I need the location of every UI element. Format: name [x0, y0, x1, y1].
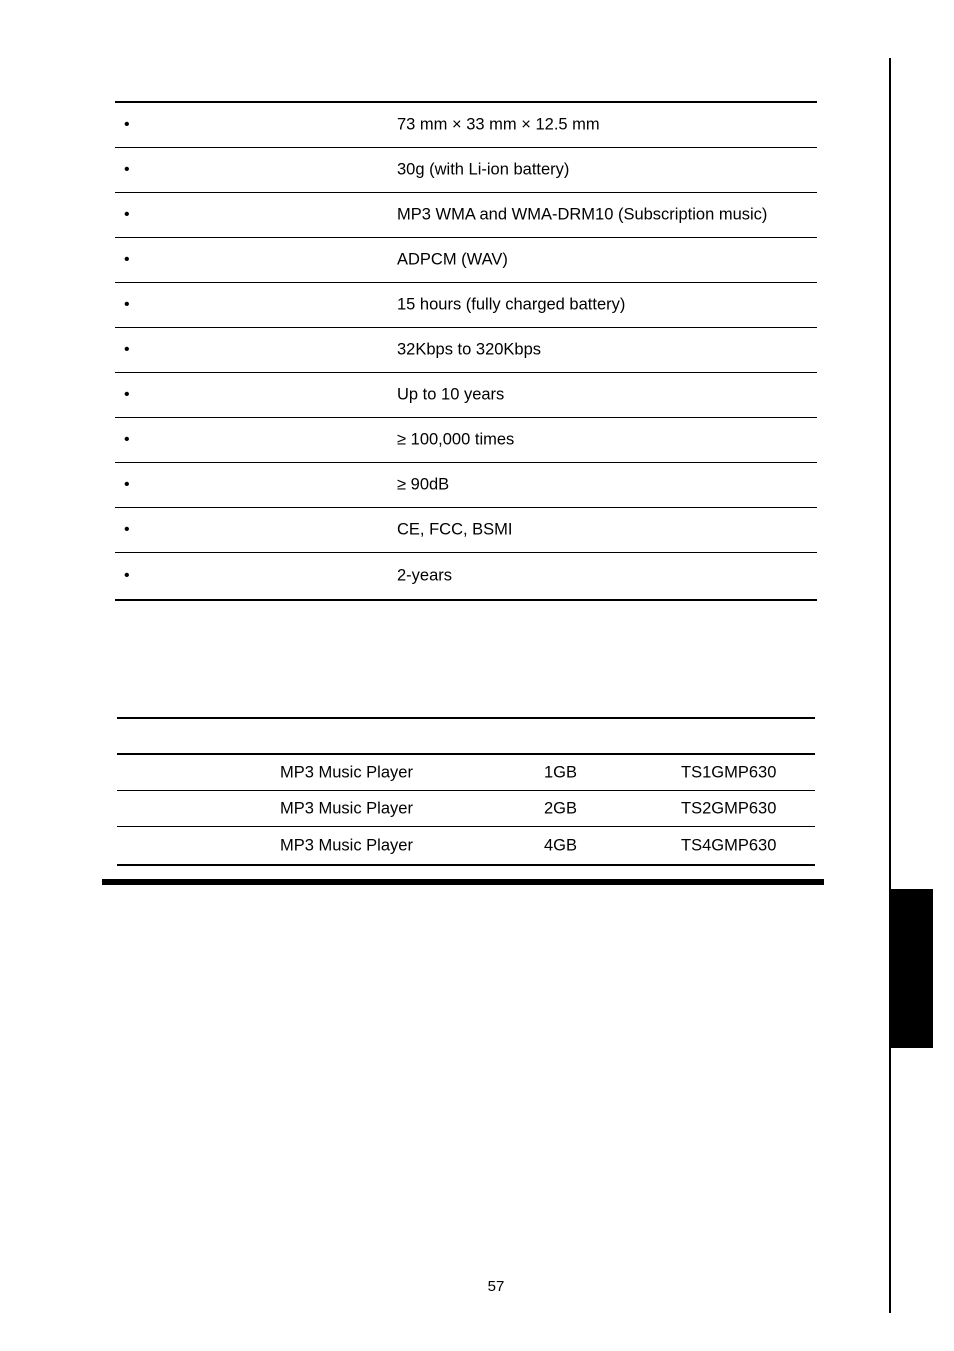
spec-value: ≥ 90dB — [397, 475, 450, 494]
spec-row — [115, 328, 817, 373]
spec-value: 2-years — [397, 566, 453, 585]
ordering-header-row — [117, 719, 815, 755]
description-cell: MP3 Music Player — [280, 763, 413, 781]
spec-row — [115, 238, 817, 283]
bullet-icon: • — [124, 206, 130, 223]
spec-row — [115, 283, 817, 328]
page-number: 57 — [487, 1278, 505, 1295]
bullet-icon: • — [124, 567, 130, 584]
description-cell: MP3 Music Player — [280, 836, 413, 854]
part-number-cell: TS1GMP630 — [681, 763, 777, 781]
spec-value: 32Kbps to 320Kbps — [397, 340, 542, 359]
spec-value: MP3 WMA and WMA-DRM10 (Subscription music) — [397, 205, 768, 224]
capacity-cell: 1GB — [544, 763, 578, 781]
bullet-icon: • — [124, 386, 130, 403]
spec-row — [115, 508, 817, 553]
capacity-cell: 4GB — [544, 836, 578, 854]
table-row — [117, 791, 815, 827]
spec-row — [115, 148, 817, 193]
spec-row — [115, 193, 817, 238]
spec-row — [115, 418, 817, 463]
spec-value: 30g (with Li-ion battery) — [397, 160, 570, 179]
ordering-table — [117, 717, 815, 866]
spec-row — [115, 463, 817, 508]
table-row — [117, 755, 815, 791]
spec-value: Up to 10 years — [397, 385, 505, 404]
spec-value: 15 hours (fully charged battery) — [397, 295, 626, 314]
spec-value: ADPCM (WAV) — [397, 250, 508, 269]
bullet-icon: • — [124, 296, 130, 313]
spec-row — [115, 103, 817, 148]
bullet-icon: • — [124, 251, 130, 268]
spec-row — [115, 373, 817, 418]
chapter-tab — [891, 889, 933, 1048]
capacity-cell: 2GB — [544, 799, 578, 817]
table-row — [117, 827, 815, 864]
bullet-icon: • — [124, 341, 130, 358]
bullet-icon: • — [124, 431, 130, 448]
spec-value: 73 mm × 33 mm × 12.5 mm — [397, 115, 600, 134]
part-number-cell: TS4GMP630 — [681, 836, 777, 854]
bullet-icon: • — [124, 116, 130, 133]
spec-value: ≥ 100,000 times — [397, 430, 515, 449]
spec-row — [115, 553, 817, 599]
spec-value: CE, FCC, BSMI — [397, 520, 513, 539]
bullet-icon: • — [124, 161, 130, 178]
part-number-cell: TS2GMP630 — [681, 799, 777, 817]
bullet-icon: • — [124, 476, 130, 493]
margin-line — [889, 58, 891, 1313]
bullet-icon: • — [124, 521, 130, 538]
section-divider — [102, 879, 824, 885]
description-cell: MP3 Music Player — [280, 799, 413, 817]
specifications-table — [115, 101, 817, 601]
